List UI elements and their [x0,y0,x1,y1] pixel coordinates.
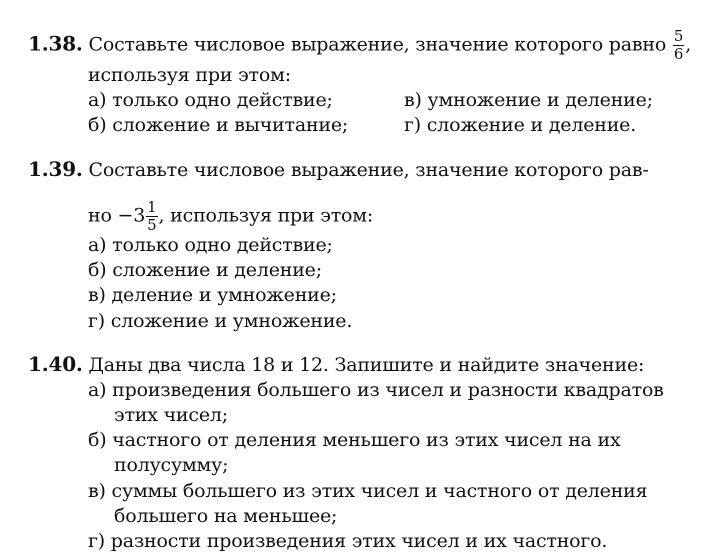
list-item: б) сложение и деление; [88,259,322,281]
problem-number: 1.40. [28,352,83,376]
fraction [673,28,684,63]
problem-text: Составьте числовое выражение, значение которого равно [88,33,667,56]
fraction-numerator: 1 [147,198,157,216]
list-item: а) только одно действие; [88,234,333,256]
problem-text: используя при этом: [88,64,291,86]
problem-1-39-second-line [88,199,373,234]
problem-text: но −3 [88,204,146,227]
list-item: г) сложение и деление. [404,114,637,136]
problem-1-40-first-line [28,353,644,376]
problem-number: 1.38. [28,31,83,56]
list-item: в) умножение и деление; [404,89,653,111]
list-item: б) сложение и вычитание; [88,114,349,136]
fraction-numerator: 5 [673,27,684,45]
punctuation: , [685,33,692,56]
list-item-continuation: этих чисел; [114,404,228,426]
problem-1-39-first-line [28,158,649,181]
list-item: б) частного от деления меньшего из этих чисел на их [88,429,621,451]
list-item: а) только одно действие; [88,89,333,111]
list-item: в) деление и умножение; [88,284,337,306]
fraction-denominator: 5 [147,216,157,234]
list-item: а) произведения большего из чисел и разности квадратов [88,379,664,401]
fraction [146,199,157,234]
problem-1-38-first-line [28,28,691,63]
list-item-continuation: полусумму; [114,454,229,476]
list-item: г) сложение и умножение. [88,310,353,332]
fraction-denominator: 6 [673,45,684,63]
problem-text: Даны два числа 18 и 12. Запишите и найдите значение: [88,354,645,376]
problem-text: , используя при этом: [158,204,374,227]
problem-number: 1.39. [28,157,83,181]
list-item: г) разности произведения этих чисел и их частного. [88,530,608,552]
list-item: в) суммы большего из этих чисел и частного от деления [88,480,648,502]
list-item-continuation: большего на меньшее; [114,505,338,527]
problem-text: Составьте числовое выражение, значение которого рав- [88,159,649,181]
